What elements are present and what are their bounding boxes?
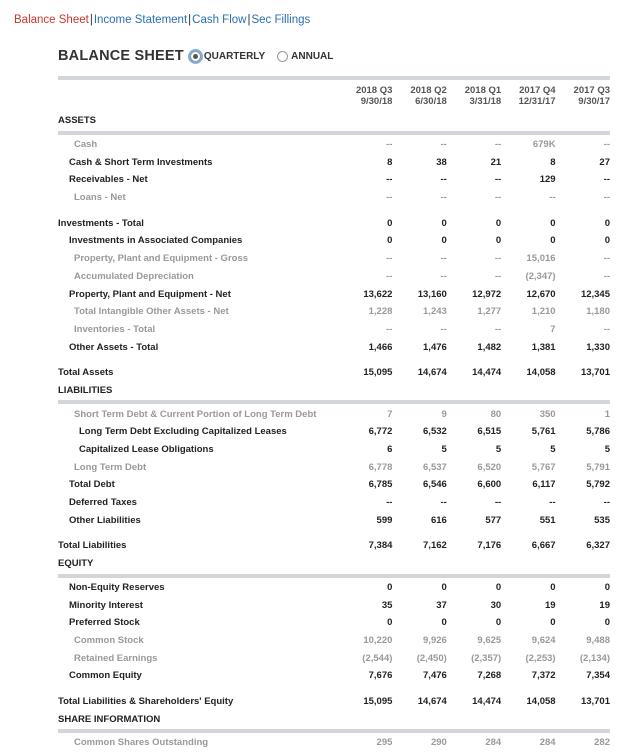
- row-label: Receivables - Net: [69, 174, 148, 186]
- value-cell: 6,520: [477, 461, 502, 473]
- column-header: 2018 Q2 6/30/18: [410, 85, 447, 107]
- value-cell: 0: [441, 217, 447, 229]
- section-header-row: [58, 555, 610, 573]
- value-cell: 0: [550, 217, 556, 229]
- spacer-cell: [58, 356, 610, 364]
- table-body: [58, 112, 610, 752]
- value-cell: 0: [550, 235, 556, 247]
- table-row: [58, 667, 610, 685]
- value-cell: 0: [495, 581, 502, 593]
- value-cell: 577: [485, 514, 502, 526]
- value-cell: 0: [550, 617, 556, 629]
- value-cell: 21: [490, 156, 502, 168]
- value-cell: 7,676: [368, 670, 393, 682]
- value-cell: 295: [376, 737, 393, 749]
- value-cell: (2,134): [579, 652, 610, 664]
- table-row: [58, 405, 610, 423]
- value-cell: 0: [387, 617, 393, 629]
- value-cell: 5,761: [531, 426, 556, 438]
- value-cell: 284: [485, 737, 502, 749]
- value-cell: 0: [387, 217, 393, 229]
- value-cell: 6,327: [586, 540, 610, 552]
- row-label: Total Intangible Other Assets - Net: [74, 306, 229, 318]
- value-cell: --: [603, 323, 610, 335]
- value-cell: 7,372: [531, 670, 556, 682]
- value-cell: --: [603, 139, 610, 151]
- tab-cash-flow[interactable]: Cash Flow: [192, 14, 247, 26]
- value-cell: 282: [594, 737, 610, 749]
- value-cell: 1,180: [586, 306, 610, 318]
- table-row: [58, 579, 610, 597]
- value-cell: 7,384: [368, 540, 393, 552]
- value-cell: 14,474: [472, 367, 502, 379]
- value-cell: 0: [441, 617, 447, 629]
- column-header: 2018 Q3 9/30/18: [355, 85, 393, 107]
- value-cell: 1,330: [586, 341, 610, 353]
- section-header-row: [58, 382, 610, 400]
- value-cell: 5,767: [531, 461, 556, 473]
- table-row: [58, 537, 610, 555]
- column-header: 2017 Q4 12/31/17: [518, 85, 556, 107]
- value-cell: 0: [604, 581, 610, 593]
- row-label: Minority Interest: [69, 599, 143, 611]
- value-cell: 15,016: [526, 253, 556, 265]
- table-row: [58, 364, 610, 382]
- value-cell: 9: [441, 408, 447, 420]
- spacer-cell: [58, 529, 610, 537]
- quarterly-radio[interactable]: [190, 51, 201, 62]
- value-cell: 13,622: [363, 288, 393, 300]
- row-label: Cash: [74, 139, 98, 151]
- value-cell: 1,482: [477, 341, 502, 353]
- value-cell: --: [549, 497, 556, 509]
- table-row: [58, 596, 610, 614]
- value-cell: 679K: [532, 139, 556, 151]
- row-label: Total Debt: [69, 479, 115, 491]
- value-cell: 6,772: [368, 426, 393, 438]
- value-cell: 0: [550, 581, 556, 593]
- table-row: [58, 494, 610, 512]
- table-row: [58, 214, 610, 232]
- row-label: Common Equity: [69, 670, 142, 682]
- value-cell: 14,674: [417, 367, 447, 379]
- table-row: [58, 649, 610, 667]
- value-cell: (2,253): [525, 652, 556, 664]
- value-cell: 12,345: [580, 288, 610, 300]
- value-cell: 6,532: [423, 426, 447, 438]
- value-cell: 0: [495, 217, 502, 229]
- value-cell: --: [386, 174, 393, 186]
- value-cell: 5,786: [586, 426, 610, 438]
- column-header-row: [58, 82, 610, 112]
- value-cell: --: [494, 497, 502, 509]
- tab-income-statement[interactable]: Income Statement: [93, 14, 188, 26]
- value-cell: 37: [436, 599, 447, 611]
- value-cell: 7,354: [586, 670, 610, 682]
- table-row: [58, 511, 610, 529]
- section-rule-bar: [58, 131, 610, 135]
- annual-radio[interactable]: [277, 51, 288, 62]
- row-label: Common Shares Outstanding: [74, 737, 209, 749]
- value-cell: 6,515: [477, 426, 502, 438]
- value-cell: 15,095: [363, 367, 393, 379]
- value-cell: --: [603, 270, 610, 282]
- row-label: Investments - Total: [58, 217, 144, 229]
- spacer-cell: [58, 685, 610, 693]
- value-cell: 5: [604, 444, 610, 456]
- value-cell: 1,476: [423, 341, 447, 353]
- header-rule: [58, 76, 610, 80]
- value-cell: --: [440, 497, 447, 509]
- value-cell: --: [386, 253, 393, 265]
- value-cell: 6,546: [423, 479, 447, 491]
- value-cell: --: [440, 174, 447, 186]
- value-cell: 0: [604, 235, 610, 247]
- value-cell: 290: [430, 737, 447, 749]
- value-cell: 6,778: [368, 461, 393, 473]
- value-cell: 27: [599, 156, 610, 168]
- value-cell: 19: [599, 599, 610, 611]
- value-cell: 38: [436, 156, 447, 168]
- value-cell: 5: [550, 444, 556, 456]
- value-cell: 5,791: [586, 461, 610, 473]
- section-label: LIABILITIES: [58, 384, 113, 396]
- value-cell: 6: [387, 444, 393, 456]
- value-cell: 14,058: [526, 695, 556, 707]
- value-cell: 0: [604, 617, 610, 629]
- tab-separator: |: [247, 14, 251, 26]
- table-row: [58, 693, 610, 711]
- value-cell: 6,537: [423, 461, 447, 473]
- value-cell: (2,544): [362, 652, 393, 664]
- value-cell: 1,466: [368, 341, 393, 353]
- value-cell: 0: [441, 581, 447, 593]
- table-row: [58, 632, 610, 650]
- value-cell: (2,347): [525, 270, 556, 282]
- table-row: [58, 171, 610, 189]
- row-label: Total Liabilities & Shareholders' Equity: [58, 695, 234, 707]
- table-row: [58, 153, 610, 171]
- value-cell: 12,670: [526, 288, 556, 300]
- page-title: BALANCE SHEET: [58, 48, 184, 64]
- value-cell: --: [440, 253, 447, 265]
- value-cell: --: [494, 139, 502, 151]
- row-label: Accumulated Depreciation: [74, 270, 194, 282]
- table-row: [58, 734, 610, 752]
- row-label: Loans - Net: [74, 192, 126, 204]
- value-cell: 30: [490, 599, 502, 611]
- value-cell: 9,926: [423, 634, 447, 646]
- value-cell: 6,667: [531, 540, 556, 552]
- value-cell: 1,243: [423, 306, 447, 318]
- value-cell: --: [603, 192, 610, 204]
- value-cell: --: [494, 270, 502, 282]
- table-row: [58, 285, 610, 303]
- value-cell: 14,474: [472, 695, 502, 707]
- value-cell: 1,210: [531, 306, 556, 318]
- row-label: Inventories - Total: [74, 323, 156, 335]
- value-cell: 14,058: [526, 367, 556, 379]
- value-cell: 7: [387, 408, 393, 420]
- table-row: [58, 476, 610, 494]
- value-cell: --: [494, 174, 502, 186]
- tab-separator: |: [89, 14, 93, 26]
- section-rule-bar: [58, 574, 610, 578]
- column-header: 2018 Q1 3/31/18: [464, 85, 502, 107]
- table-row: [58, 423, 610, 441]
- value-cell: 6,117: [532, 479, 556, 491]
- value-cell: --: [386, 323, 393, 335]
- section-rule-bar: [58, 400, 610, 404]
- value-cell: 535: [594, 514, 610, 526]
- table-row: [58, 250, 610, 268]
- quarterly-label[interactable]: QUARTERLY: [203, 50, 266, 62]
- value-cell: 0: [441, 235, 447, 247]
- value-cell: 8: [387, 156, 393, 168]
- value-cell: --: [386, 192, 393, 204]
- table-row: [58, 458, 610, 476]
- value-cell: 1,277: [477, 306, 502, 318]
- value-cell: --: [440, 270, 447, 282]
- value-cell: 7: [550, 323, 556, 335]
- value-cell: 0: [387, 581, 393, 593]
- value-cell: 13,160: [417, 288, 447, 300]
- value-cell: 15,095: [363, 695, 393, 707]
- annual-label[interactable]: ANNUAL: [291, 50, 334, 62]
- value-cell: 284: [539, 737, 556, 749]
- value-cell: --: [386, 497, 393, 509]
- value-cell: 9,488: [586, 634, 610, 646]
- value-cell: 7,476: [423, 670, 447, 682]
- section-rule-bar: [58, 729, 610, 733]
- value-cell: 12,972: [472, 288, 502, 300]
- row-label: Other Liabilities: [69, 514, 141, 526]
- value-cell: --: [440, 139, 447, 151]
- table-row: [58, 441, 610, 459]
- statement-tabs: [14, 14, 310, 26]
- row-spacer: [58, 206, 610, 214]
- table-row: [58, 189, 610, 207]
- value-cell: 7,162: [423, 540, 447, 552]
- value-cell: 10,220: [363, 634, 393, 646]
- value-cell: 551: [539, 514, 556, 526]
- value-cell: 13,701: [580, 695, 610, 707]
- value-cell: (2,450): [416, 652, 447, 664]
- section-label: ASSETS: [58, 115, 97, 127]
- tab-balance-sheet[interactable]: Balance Sheet: [14, 14, 89, 26]
- period-toggle: [190, 51, 346, 62]
- table-row: [58, 321, 610, 339]
- tab-sec-fillings[interactable]: Sec Fillings: [251, 14, 311, 26]
- row-label: Long Term Debt Excluding Capitalized Leases: [79, 426, 287, 438]
- table-row: [58, 268, 610, 286]
- row-label: Investments in Associated Companies: [69, 235, 243, 247]
- value-cell: 129: [539, 174, 556, 186]
- table-row: [58, 232, 610, 250]
- row-label: Total Assets: [58, 367, 114, 379]
- value-cell: --: [494, 323, 502, 335]
- row-label: Preferred Stock: [69, 617, 140, 629]
- value-cell: --: [440, 323, 447, 335]
- row-label: Deferred Taxes: [69, 497, 137, 509]
- value-cell: 9,624: [531, 634, 556, 646]
- section-header-row: [58, 710, 610, 728]
- value-cell: 5: [441, 444, 447, 456]
- value-cell: 599: [376, 514, 393, 526]
- spacer-cell: [58, 206, 610, 214]
- value-cell: 616: [430, 514, 447, 526]
- value-cell: 13,701: [580, 367, 610, 379]
- section-label: EQUITY: [58, 558, 94, 570]
- value-cell: 35: [381, 599, 393, 611]
- value-cell: 0: [495, 617, 502, 629]
- row-spacer: [58, 356, 610, 364]
- value-cell: 1,228: [368, 306, 393, 318]
- value-cell: 8: [550, 156, 556, 168]
- row-spacer: [58, 529, 610, 537]
- row-label: Capitalized Lease Obligations: [79, 444, 214, 456]
- column-header: 2017 Q3 9/30/17: [573, 85, 610, 107]
- value-cell: 14,674: [417, 695, 447, 707]
- value-cell: 0: [495, 235, 502, 247]
- table-row: [58, 614, 610, 632]
- row-label: Non-Equity Reserves: [69, 581, 165, 593]
- table-row: [58, 136, 610, 154]
- value-cell: 0: [604, 217, 610, 229]
- tab-separator: |: [188, 14, 192, 26]
- value-cell: --: [386, 270, 393, 282]
- value-cell: --: [494, 192, 502, 204]
- value-cell: 1: [604, 408, 610, 420]
- value-cell: 5,792: [586, 479, 610, 491]
- value-cell: --: [603, 174, 610, 186]
- value-cell: 7,176: [477, 540, 502, 552]
- value-cell: 6,785: [368, 479, 393, 491]
- value-cell: --: [549, 192, 556, 204]
- value-cell: 6,600: [477, 479, 502, 491]
- value-cell: 9,625: [477, 634, 502, 646]
- balance-sheet-table: [58, 82, 610, 752]
- row-label: Total Liabilities: [58, 540, 127, 552]
- value-cell: 350: [539, 408, 556, 420]
- value-cell: 5: [495, 444, 502, 456]
- value-cell: --: [603, 497, 610, 509]
- value-cell: (2,357): [471, 652, 502, 664]
- value-cell: 19: [545, 599, 556, 611]
- value-cell: 80: [490, 408, 502, 420]
- value-cell: --: [440, 192, 447, 204]
- label-column-header: [58, 82, 338, 112]
- row-label: Property, Plant and Equipment - Gross: [74, 253, 249, 265]
- value-cell: 1,381: [531, 341, 556, 353]
- row-label: Other Assets - Total: [69, 341, 159, 353]
- row-label: Retained Earnings: [74, 652, 158, 664]
- value-cell: --: [386, 139, 393, 151]
- row-label: Long Term Debt: [74, 461, 147, 473]
- section-label: SHARE INFORMATION: [58, 713, 161, 725]
- row-label: Short Term Debt & Current Portion of Long Term Debt: [74, 408, 317, 420]
- table-row: [58, 303, 610, 321]
- section-header-row: [58, 112, 610, 130]
- statement-header: [58, 48, 345, 64]
- value-cell: --: [603, 253, 610, 265]
- value-cell: 7,268: [477, 670, 502, 682]
- row-label: Cash & Short Term Investments: [69, 156, 213, 168]
- value-cell: --: [494, 253, 502, 265]
- row-label: Property, Plant and Equipment - Net: [69, 288, 231, 300]
- row-label: Common Stock: [74, 634, 144, 646]
- value-cell: 0: [387, 235, 393, 247]
- row-spacer: [58, 685, 610, 693]
- table-row: [58, 338, 610, 356]
